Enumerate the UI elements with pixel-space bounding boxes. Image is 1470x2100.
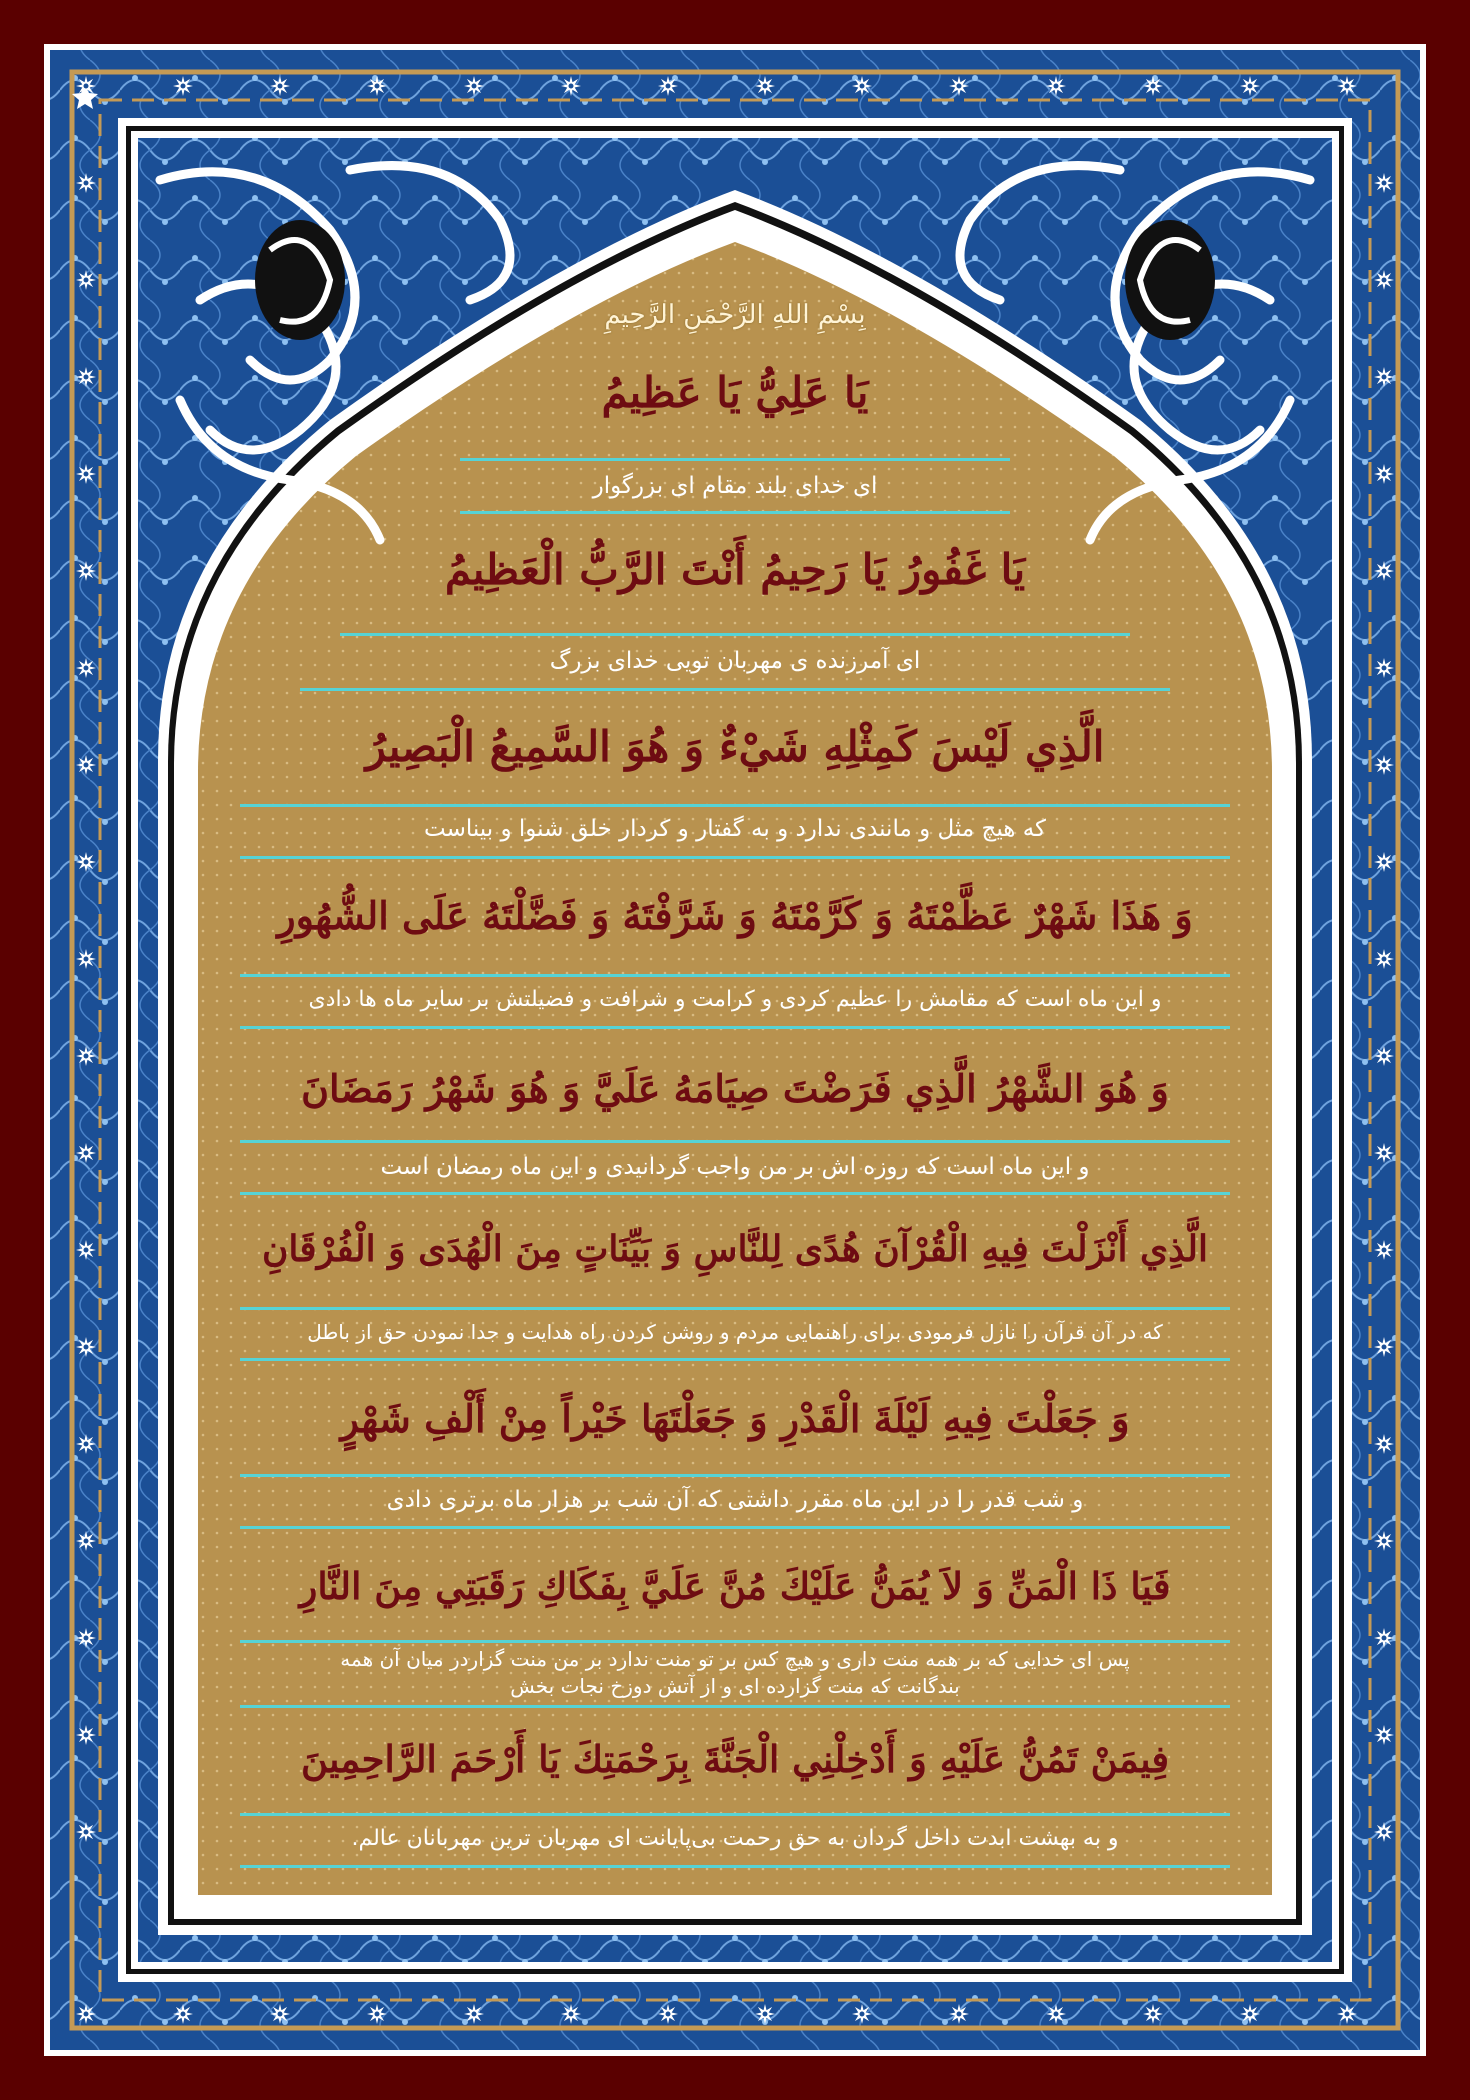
divider-rule: [240, 974, 1230, 977]
persian-line-6: که در آن قرآن را نازل فرمودی برای راهنمایی مردم و روشن کردن راه هدایت و جدا نمودن حق از باطل: [307, 1320, 1163, 1344]
divider-rule: [300, 688, 1170, 691]
divider-rule: [240, 1526, 1230, 1529]
divider-rule: [240, 804, 1230, 807]
arabic-line-5: وَ هُوَ الشَّهْرُ الَّذِي فَرَضْتَ صِيَامَهُ عَلَيَّ وَ هُوَ شَهْرُ رَمَضَانَ: [301, 1066, 1169, 1111]
arabic-line-7: وَ جَعَلْتَ فِيهِ لَيْلَةَ الْقَدْرِ وَ جَعَلْتَهَا خَيْراً مِنْ أَلْفِ شَهْرٍ: [340, 1396, 1130, 1441]
arabic-line-2: يَا غَفُورُ يَا رَحِيمُ أَنْتَ الرَّبُّ الْعَظِيمُ: [444, 545, 1026, 594]
arabic-line-4: وَ هَذَا شَهْرٌ عَظَّمْتَهُ وَ كَرَّمْتَهُ وَ شَرَّفْتَهُ وَ فَضَّلْتَهُ عَلَى الشُّهُورِ: [277, 893, 1193, 938]
divider-rule: [240, 1865, 1230, 1868]
arabic-line-8: فَيَا ذَا الْمَنِّ وَ لاَ يُمَنُّ عَلَيْكَ مُنَّ عَلَيَّ بِفَكَاكِ رَقَبَتِي مِنَ النَّارِ: [299, 1564, 1171, 1608]
persian-line-7: و شب قدر را در این ماه مقرر داشتی که آن شب بر هزار ماه برتری دادی: [386, 1487, 1084, 1513]
divider-rule: [460, 511, 1010, 514]
divider-rule: [240, 1192, 1230, 1195]
divider-rule: [240, 1640, 1230, 1643]
divider-rule: [240, 1307, 1230, 1310]
divider-rule: [240, 1140, 1230, 1143]
persian-line-5: و این ماه است که روزه اش بر من واجب گردانیدی و این ماه رمضان است: [380, 1154, 1090, 1180]
persian-line-4: و این ماه است که مقامش را عظیم کردی و کرامت و شرافت و فضیلتش بر سایر ماه ها دادی: [308, 987, 1162, 1012]
persian-line-3: که هیچ مثل و مانندی ندارد و به گفتار و کردار خلق شنوا و بیناست: [423, 816, 1046, 842]
persian-line-9: و به بهشت ابدت داخل گردان به حق رحمت بی‌پایانت ای مهربان ترین مهربانان عالم.: [351, 1826, 1119, 1851]
divider-rule: [460, 458, 1010, 461]
divider-rule: [240, 1474, 1230, 1477]
persian-line-8: پس ای خدایی که بر همه منت داری و هیچ کس بر تو منت ندارد بر من منت گزاردر میان آن همه بندگانت که منت گزارده ای و از آتش دوزخ نجات بخش: [340, 1647, 1130, 1698]
persian-line-1: ای خدای بلند مقام ای بزرگوار: [592, 473, 878, 499]
arabic-line-9: فِيمَنْ تَمُنُّ عَلَيْهِ وَ أَدْخِلْنِي الْجَنَّةَ بِرَحْمَتِكَ يَا أَرْحَمَ الرَّاحِمِينَ: [300, 1737, 1170, 1781]
persian-line-2: ای آمرزنده ی مهربان تویی خدای بزرگ: [549, 648, 921, 674]
arabic-line-6: الَّذِي أَنْزَلْتَ فِيهِ الْقُرْآنَ هُدًى لِلنَّاسِ وَ بَيِّنَاتٍ مِنَ الْهُدَى وَ الْفُرْقَانِ: [261, 1228, 1209, 1270]
divider-rule: [240, 1358, 1230, 1361]
divider-rule: [240, 856, 1230, 859]
arabic-line-1: يَا عَلِيُّ يَا عَظِيمُ: [601, 368, 869, 417]
divider-rule: [240, 1705, 1230, 1708]
divider-rule: [340, 633, 1130, 636]
basmala: بِسْمِ اللهِ الرَّحْمَنِ الرَّحِيمِ: [604, 300, 866, 330]
divider-rule: [240, 1026, 1230, 1029]
divider-rule: [240, 1813, 1230, 1816]
arabic-line-3: الَّذِي لَيْسَ كَمِثْلِهِ شَيْءٌ وَ هُوَ السَّمِيعُ الْبَصِيرُ: [365, 722, 1105, 771]
